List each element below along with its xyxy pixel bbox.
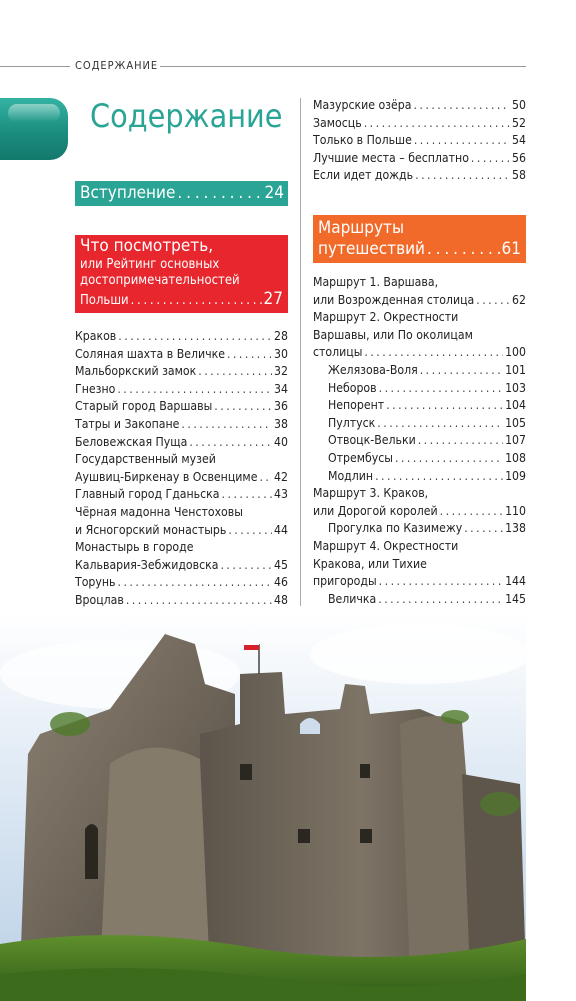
toc-entry[interactable] [313,520,526,538]
toc-entry[interactable] [313,397,526,415]
toc-entry-leader [375,468,503,486]
toc-entry-label: Кальвария-Зебжидовска [75,557,219,572]
toc-entry-leader [117,381,272,399]
toc-entry[interactable] [313,274,526,292]
toc-entry-label: Главный город Гданьска [75,487,220,502]
running-head-text: СОДЕРЖАНИЕ [75,59,159,72]
right-top-toc-list [313,97,526,185]
running-head [0,58,526,74]
toc-entry[interactable] [313,485,526,503]
routes-leader [427,239,500,260]
toc-entry-page: 103 [505,380,526,395]
toc-entry-page: 107 [505,433,526,448]
toc-entry-label: Мальборкский замок [75,364,197,379]
toc-entry-leader [476,292,510,310]
toc-entry-label: или Дорогой королей [313,503,438,518]
toc-entry[interactable] [313,150,526,168]
toc-entry-label: Маршрут 1. Варшава, [313,275,439,289]
page-title: Содержание [90,97,283,135]
toc-entry-leader [189,434,272,452]
intro-band[interactable] [75,181,288,206]
toc-entry-label: Мазурские озёра [313,98,412,112]
toc-entry-page: 42 [274,469,288,484]
toc-entry-label: Кракова, или Тихие [313,556,427,571]
toc-entry-label: и Ясногорский монастырь [75,522,227,537]
toc-entry-page: 144 [505,574,526,589]
toc-entry-label: Чёрная мадонна Ченстоховы [75,504,243,519]
what-to-see-band[interactable] [75,235,288,313]
toc-entry-page: 110 [505,503,526,518]
routes-band[interactable] [313,215,526,263]
toc-entry[interactable] [313,344,526,362]
intro-leader [177,183,262,204]
toc-entry-label: Пултуск [328,415,376,430]
toc-entry-page: 100 [505,345,526,360]
toc-entry-label: Соляная шахта в Величке [75,346,225,361]
toc-entry[interactable] [75,451,288,469]
toc-entry[interactable] [75,363,288,381]
toc-entry-leader [420,362,503,380]
toc-entry-leader [378,591,503,609]
toc-entry[interactable] [313,97,526,115]
toc-entry-leader [117,574,272,592]
what-to-see-sub3: Польши [80,293,129,308]
toc-entry-page: 28 [274,329,288,343]
toc-entry-page: 40 [274,434,288,449]
routes-title-line1: Маршруты [318,218,405,238]
toc-entry-leader [471,150,510,168]
toc-entry-leader [377,415,503,433]
running-head-rule-right [160,66,526,67]
toc-entry-label: столицы [313,345,363,360]
toc-entry-page: 45 [274,557,288,572]
toc-entry-page: 62 [512,292,526,307]
toc-entry-leader [413,97,510,115]
toc-entry[interactable] [75,574,288,592]
toc-entry-label: Прогулка по Казимежу [328,521,463,536]
toc-entry-page: 108 [505,450,526,465]
toc-entry-page: 104 [505,398,526,413]
toc-entry-label: Только в Польше [313,133,412,148]
toc-entry-leader [415,167,510,185]
intro-page: 24 [264,183,284,203]
what-to-see-sub2: достопримечательностей [80,273,240,288]
toc-entry-label: Модлин [328,468,374,483]
toc-entry-label: Торунь [75,575,116,590]
toc-entry[interactable] [75,346,288,364]
column-divider [300,98,301,606]
left-toc-list [75,328,288,610]
chapter-tab-icon [0,98,68,160]
toc-entry-label: пригороды [313,574,377,589]
toc-entry-page: 43 [274,487,288,502]
toc-entry-page: 32 [274,364,288,379]
toc-entry-leader [364,344,503,362]
toc-entry-leader [227,346,272,364]
toc-entry-page: 50 [512,98,526,112]
toc-entry[interactable] [75,539,288,557]
toc-entry-page: 30 [274,346,288,361]
toc-entry-label: Маршрут 2. Окрестности [313,310,459,325]
toc-entry[interactable] [75,469,288,487]
toc-entry[interactable] [313,556,526,574]
toc-entry-page: 56 [512,150,526,165]
what-to-see-sub1: или Рейтинг основных [80,257,220,272]
toc-entry-leader [386,397,503,415]
toc-entry[interactable] [75,522,288,540]
toc-entry-leader [228,522,272,540]
toc-entry-page: 48 [274,592,288,607]
toc-entry-leader [464,520,503,538]
toc-entry-leader [379,380,503,398]
toc-entry-leader [259,469,272,487]
toc-entry-label: Беловежская Пуща [75,434,188,449]
toc-entry[interactable] [313,468,526,486]
toc-entry-page: 38 [274,416,288,431]
toc-entry-label: Старый город Варшавы [75,399,213,414]
toc-entry-label: Лучшие места – бесплатно [313,150,469,165]
toc-entry[interactable] [75,504,288,522]
toc-entry[interactable] [313,167,526,185]
toc-entry[interactable] [75,434,288,452]
toc-entry-page: 36 [274,399,288,414]
toc-entry-leader [364,115,510,133]
toc-entry-leader [379,573,503,591]
toc-entry[interactable] [75,328,288,346]
toc-entry-page: 101 [505,362,526,377]
toc-entry-label: Краков [75,329,117,343]
toc-entry[interactable] [313,132,526,150]
toc-entry[interactable] [313,327,526,345]
toc-entry-label: Если идет дождь [313,168,414,183]
toc-entry-label: Непорент [328,398,385,413]
intro-label: Вступление [80,183,176,203]
toc-entry[interactable] [313,432,526,450]
what-to-see-page: 27 [263,289,283,309]
toc-entry-leader [181,416,272,434]
toc-entry-label: Варшавы, или По околицам [313,327,473,342]
toc-entry-label: Маршрут 3. Краков, [313,486,429,501]
toc-entry[interactable] [313,292,526,310]
toc-entry[interactable] [313,309,526,327]
toc-entry[interactable] [313,591,526,609]
toc-entry[interactable] [75,557,288,575]
routes-page: 61 [501,239,521,259]
toc-entry-leader [214,398,272,416]
toc-entry[interactable] [313,503,526,521]
toc-entry[interactable] [313,115,526,133]
toc-entry[interactable] [313,538,526,556]
toc-entry-label: Татры и Закопане [75,416,180,431]
toc-entry[interactable] [313,573,526,591]
toc-entry-leader [118,328,272,346]
toc-entry-label: Государственный музей [75,452,216,467]
routes-toc-list [313,274,526,608]
toc-entry-label: Неборов [328,380,377,395]
toc-entry-label: Маршрут 4. Окрестности [313,538,459,553]
toc-entry-leader [222,486,273,504]
toc-entry-leader [198,363,272,381]
toc-entry-leader [418,432,503,450]
toc-entry-page: 44 [274,522,288,537]
toc-entry[interactable] [75,592,288,610]
toc-entry[interactable] [75,416,288,434]
toc-entry-label: Отрембусы [328,450,393,465]
toc-entry-label: Желязова-Воля [328,362,418,377]
toc-entry-page: 46 [274,575,288,590]
toc-entry[interactable] [75,486,288,504]
toc-entry-leader [220,557,272,575]
toc-entry-leader [440,503,503,521]
toc-entry-page: 145 [505,591,526,606]
toc-entry-label: Монастырь в городе [75,540,194,555]
running-head-rule-left [0,66,70,67]
toc-entry-label: Замосць [313,115,362,130]
toc-entry-page: 52 [512,115,526,130]
toc-entry[interactable] [313,362,526,380]
toc-entry-label: Аушвиц-Биркенау в Освенциме [75,469,258,484]
toc-entry-label: Отвоцк-Вельки [328,433,416,448]
toc-entry-label: Величка [328,591,377,606]
toc-entry-page: 54 [512,133,526,148]
toc-entry[interactable] [75,381,288,399]
toc-entry-page: 109 [505,468,526,483]
toc-entry-page: 138 [505,521,526,536]
toc-entry[interactable] [75,398,288,416]
toc-entry[interactable] [313,450,526,468]
toc-entry-page: 105 [505,415,526,430]
toc-entry-label: Гнезно [75,381,116,396]
toc-entry-leader [414,132,510,150]
toc-entry-leader [395,450,503,468]
toc-entry-page: 34 [274,381,288,396]
toc-entry-label: или Возрожденная столица [313,292,475,307]
toc-entry-leader [126,592,272,610]
castle-ruins-photo [0,614,526,1001]
toc-entry[interactable] [313,415,526,433]
what-to-see-title: Что посмотреть, [80,236,214,256]
what-to-see-leader [131,293,262,308]
routes-title-line2: путешествий [318,239,425,259]
toc-entry-label: Вроцлав [75,592,124,607]
toc-entry-page: 58 [512,168,526,183]
toc-entry[interactable] [313,380,526,398]
